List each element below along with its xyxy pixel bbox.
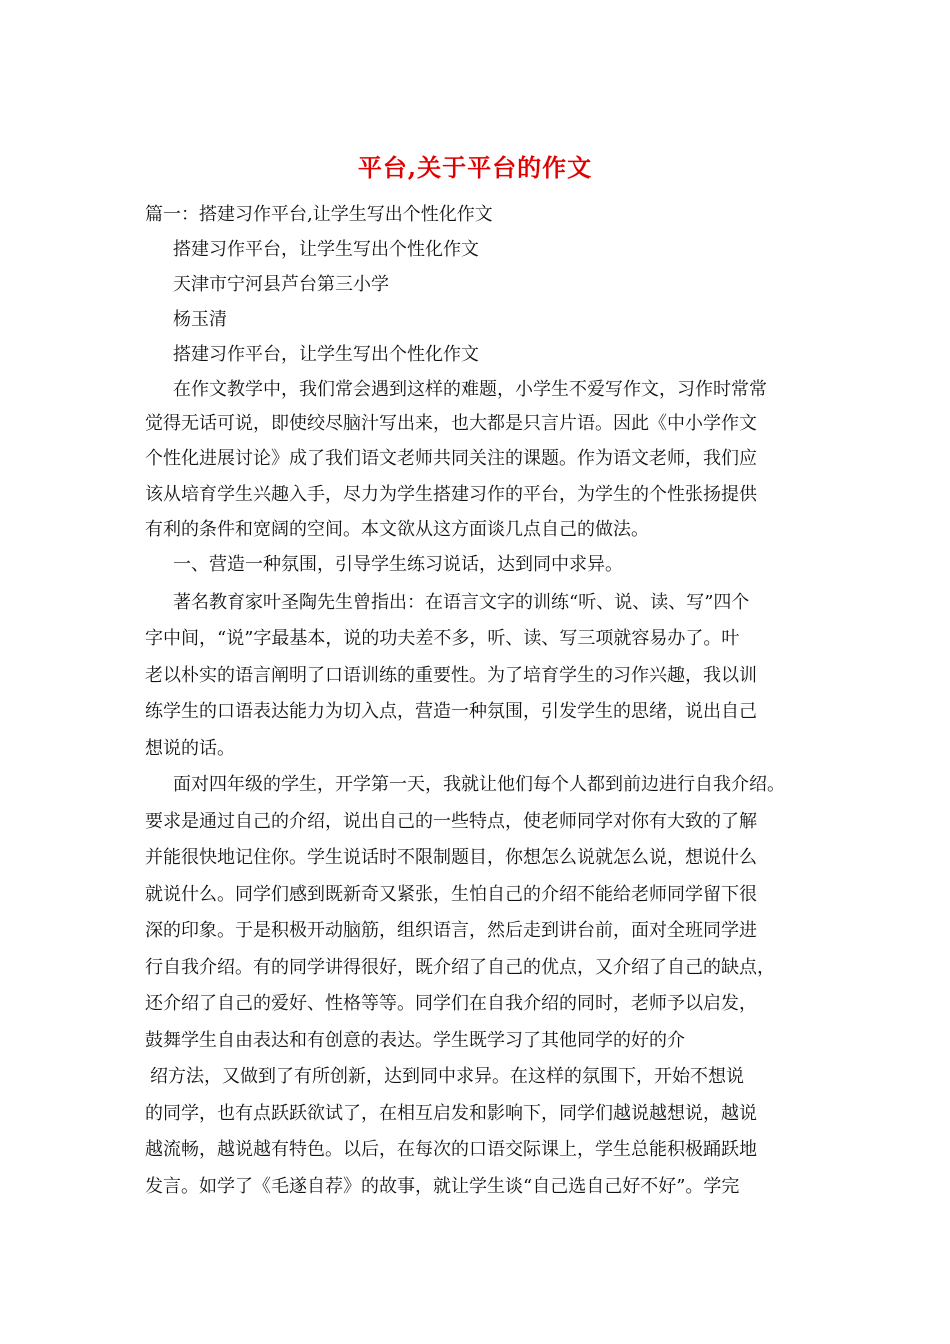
paragraph-line: 行自我介绍。有的同学讲得很好，既介绍了自己的优点，又介绍了自己的缺点， [145,957,775,978]
paragraph-line: 个性化进展讨论》成了我们语文老师共同关注的课题。作为语文老师，我们应 [145,448,757,469]
paragraph-line: 该从培育学生兴趣入手，尽力为学生搭建习作的平台，为学生的个性张扬提供 [145,484,757,505]
paragraph-line: 越流畅，越说越有特色。以后，在每次的口语交际课上，学生总能积极踊跃地 [145,1139,757,1160]
subheading: 一、营造一种氛围，引导学生练习说话，达到同中求异。 [173,554,623,575]
paragraph-line: 并能很快地记住你。学生说话时不限制题目，你想怎么说就怎么说，想说什么 [145,847,757,868]
paragraph-line: 绍方法，又做到了有所创新，达到同中求异。在这样的氛围下，开始不想说 [150,1066,744,1087]
author-school: 天津市宁河县芦台第三小学 [173,274,389,295]
paragraph-line: 在作文教学中，我们常会遇到这样的难题，小学生不爱写作文，习作时常常 [173,379,767,400]
paragraph-line: 深的印象。于是积极开动脑筋，组织语言，然后走到讲台前，面对全班同学进 [145,920,757,941]
section-heading: 篇一：搭建习作平台,让学生写出个性化作文 [145,204,493,225]
paragraph-line: 想说的话。 [145,738,235,759]
document-title: 平台,关于平台的作文 [357,153,593,182]
article-title: 搭建习作平台，让学生写出个性化作文 [173,239,479,260]
paragraph-line: 字中间，“说”字最基本，说的功夫差不多，听、读、写三项就容易办了。叶 [145,628,740,649]
paragraph-line: 著名教育家叶圣陶先生曾指出：在语言文字的训练“听、说、读、写”四个 [173,592,750,613]
paragraph-line: 觉得无话可说，即使绞尽脑汁写出来，也大都是只言片语。因此《中小学作文 [145,413,757,434]
paragraph-line: 鼓舞学生自由表达和有创意的表达。学生既学习了其他同学的好的介 [145,1030,685,1051]
paragraph-line: 老以朴实的语言阐明了口语训练的重要性。为了培育学生的习作兴趣，我以训 [145,665,757,686]
paragraph-line: 练学生的口语表达能力为切入点，营造一种氛围，引发学生的思绪，说出自己 [145,701,757,722]
paragraph-line: 要求是通过自己的介绍，说出自己的一些特点，使老师同学对你有大致的了解 [145,811,757,832]
paragraph-line: 还介绍了自己的爱好、性格等等。同学们在自我介绍的同时，老师予以启发， [145,993,757,1014]
paragraph-line: 发言。如学了《毛遂自荐》的故事，就让学生谈“自己选自己好不好”。学完 [145,1176,740,1197]
paragraph-line: 面对四年级的学生，开学第一天，我就让他们每个人都到前边进行自我介绍。 [173,774,785,795]
paragraph-line: 的同学，也有点跃跃欲试了，在相互启发和影响下，同学们越说越想说，越说 [145,1103,757,1124]
author-name: 杨玉清 [173,309,227,330]
paragraph-line: 就说什么。同学们感到既新奇又紧张，生怕自己的介绍不能给老师同学留下很 [145,884,757,905]
article-title-repeat: 搭建习作平台，让学生写出个性化作文 [173,344,479,365]
paragraph-line: 有利的条件和宽阔的空间。本文欲从这方面谈几点自己的做法。 [145,519,649,540]
